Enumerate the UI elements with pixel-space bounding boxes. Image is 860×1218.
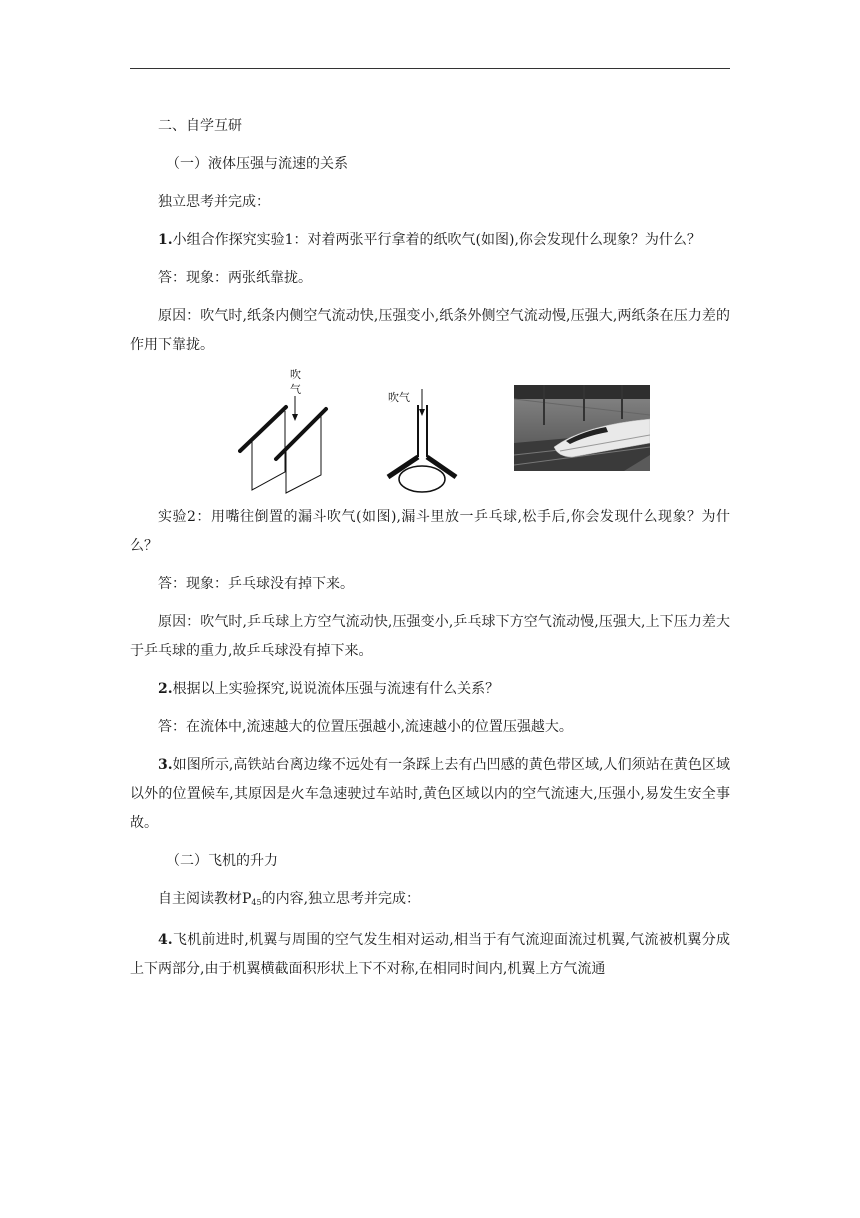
question-3-text: 如图所示,高铁站台离边缘不远处有一条踩上去有凸凹感的黄色带区域,人们须站在黄色区域以外的位置候车,其原因是火车急速驶过车站时,黄色区域以内的空气流速大,压强小,易发生安全事故。: [130, 757, 730, 831]
fig1-label-char1: 吹: [290, 369, 301, 381]
question-4: [130, 926, 730, 984]
question-1-text: 小组合作探究实验1：对着两张平行拿着的纸吹气(如图),你会发现什么现象？为什么？: [172, 232, 701, 248]
document-body: [130, 112, 730, 993]
question-3-number: 3.: [158, 757, 173, 773]
question-2-answer: 答：在流体中,流速越大的位置压强越小,流速越小的位置压强越大。: [158, 719, 573, 735]
question-1-reason: 原因：吹气时,纸条内侧空气流动快,压强变小,纸条外侧空气流动慢,压强大,两纸条在压力差的作用下靠拢。: [130, 308, 730, 353]
funnel-figure: [382, 369, 472, 495]
question-2: [130, 675, 730, 704]
experiment-2-answer: 答：现象：乒乓球没有掉下来。: [158, 576, 354, 592]
question-1-answer: 答：现象：两张纸靠拢。: [158, 270, 312, 286]
question-1: [130, 226, 730, 255]
instruction-2-prefix: 自主阅读教材P: [158, 891, 252, 907]
fig2-label: 吹气: [388, 391, 410, 404]
question-4-text: 飞机前进时,机翼与周围的空气发生相对运动,相当于有气流迎面流过机翼,气流被机翼分成上下两部分,由于机翼横截面积形状上下不对称,在相同时间内,机翼上方气流通: [130, 932, 730, 977]
subsection-title-1: （一）液体压强与流速的关系: [166, 156, 348, 172]
question-1-number: 1.: [158, 232, 173, 248]
fig1-label-char2: 气: [290, 383, 301, 396]
instruction-2: [130, 885, 730, 917]
header-rule: [130, 68, 730, 69]
figure-row: [130, 369, 730, 495]
experiment-2: 实验2：用嘴往倒置的漏斗吹气(如图),漏斗里放一乒乓球,松手后,你会发现什么现象？为什么？: [130, 509, 730, 554]
question-3: [130, 751, 730, 838]
question-2-text: 根据以上实验探究,说说流体压强与流速有什么关系？: [172, 681, 500, 697]
instruction-2-suffix: 的内容,独立思考并完成：: [261, 891, 421, 907]
experiment-2-reason: 原因：吹气时,乒乓球上方空气流动快,压强变小,乒乓球下方空气流动慢,压强大,上下压力差大于乒乓球的重力,故乒乓球没有掉下来。: [130, 614, 730, 659]
instruction-1: 独立思考并完成：: [158, 194, 270, 210]
question-2-number: 2.: [158, 681, 173, 697]
section-title: 二、自学互研: [158, 118, 242, 134]
paper-sheets-figure: [238, 369, 338, 495]
train-photo: [514, 385, 650, 471]
question-4-number: 4.: [158, 932, 173, 948]
subsection-title-2: （二）飞机的升力: [166, 853, 278, 869]
instruction-2-page: 45: [251, 898, 262, 907]
